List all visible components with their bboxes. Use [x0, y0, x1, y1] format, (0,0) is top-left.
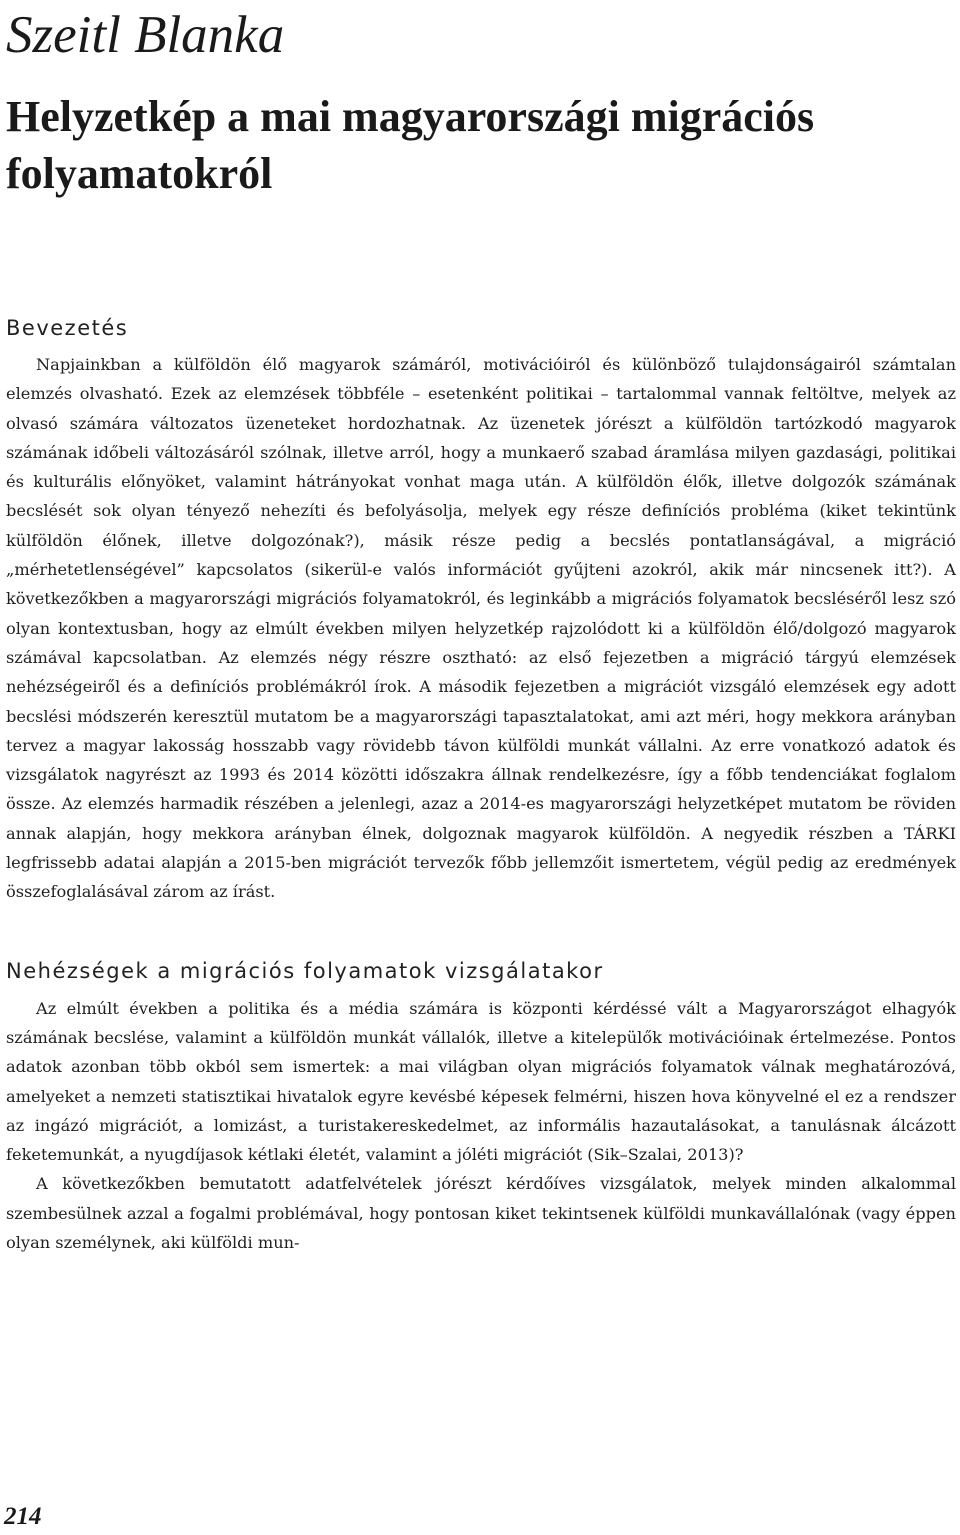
author-name: Szeitl Blanka — [6, 6, 285, 64]
section-heading-difficulties: Nehézségek a migrációs folyamatok vizsgálatakor — [6, 958, 604, 983]
article-title: Helyzetkép a mai magyarországi migrációs folyamatokról — [6, 92, 815, 198]
section-heading-introduction: Bevezetés — [6, 316, 129, 340]
paragraph-difficulties-1: Az elmúlt években a politika és a média számára is központi kérdéssé vált a Magyarországot elhagyók számának becslése, valamint a külföldön munkát vállalók, illetve a kitelepülők motivációinak értelmezése. Pontos adatok azonban több okból sem ismertek: a mai világban olyan migrációs folyamatok válnak meghatározóvá, amelyeket a nemzeti statisztikai hivatalok egyre kevésbé képesek felmérni, hiszen hova könyvelné el ez a rendszer az ingázó migrációt, a lomizást, a turistakereskedelmet, az informális hazautalásokat, a tanulásnak álcázott feketemunkát, a nyugdíjasok kétlaki életét, valamint a jóléti migrációt (Sik–Szalai, 2013)? — [6, 998, 956, 1165]
paragraph-introduction: Napjainkban a külföldön élő magyarok számáról, motivációiról és különböző tulajdonságairól számtalan elemzés olvasható. Ezek az elemzések többféle – esetenként politikai – tartalommal vannak feltöltve, melyek az olvasó számára változatos üzeneteket hordozhatnak. Az üzenetek jórészt a külföldön tartózkodó magyarok számának időbeli változásáról szólnak, illetve arról, hogy a munkaerő szabad áramlása milyen gazdasági, politikai és kulturális előnyöket, valamint hátrányokat vonhat maga után. A külföldön élők, illetve dolgozók számának becslését sok olyan tényező nehezíti és befolyásolja, melyek egy része definíciós probléma (kiket tekintünk külföldön élőnek, illetve dolgozónak?), másik része pedig a becslés pontatlanságával, a migráció „mérhetetlenségével” kapcsolatos (sikerül-e valós információt gyűjteni azokról, akik már nincsenek itt?). A következőkben a magyarországi migrációs folyamatokról, és leginkább a migrációs folyamatok becsléséről lesz szó olyan kontextusban, hogy az elmúlt években milyen helyzetkép rajzolódott ki a külföldön élő/dolgozó magyarok számával kapcsolatban. Az elemzés négy részre osztható: az első fejezetben a migráció tárgyú elemzések nehézségeiről és a definíciós problémákról írok. A második fejezetben a migrációt vizsgáló elemzések egy adott becslési módszerén keresztül mutatom be a magyarországi tapasztalatokat, ami azt méri, hogy mekkora arányban tervez a magyar lakosság hosszabb vagy rövidebb távon külföldi munkát vállalni. Az erre vonatkozó adatok és vizsgálatok nagyrészt az 1993 és 2014 közötti időszakra állnak rendelkezésre, így a főbb tendenciákat foglalom össze. Az elemzés harmadik részében a jelenlegi, azaz a 2014-es magyarországi helyzetképet mutatom be röviden annak alapján, hogy mekkora arányban élnek, dolgoznak magyarok külföldön. A negyedik részben a TÁRKI legfrissebb adatai alapján a 2015-ben migrációt tervezők főbb jellemzőit ismertetem, végül pedig az eredmények összefoglalásával zárom az írást. — [6, 355, 956, 902]
page-number: 214 — [4, 1503, 42, 1530]
article-page — [6, 0, 956, 1257]
paragraph-difficulties-2: A következőkben bemutatott adatfelvételek jórészt kérdőíves vizsgálatok, melyek minden alkalommal szembesülnek azzal a fogalmi problémával, hogy pontosan kiket tekintsenek külföldi munkavállalónak (vagy éppen olyan személynek, aki külföldi mun- — [6, 1174, 956, 1253]
